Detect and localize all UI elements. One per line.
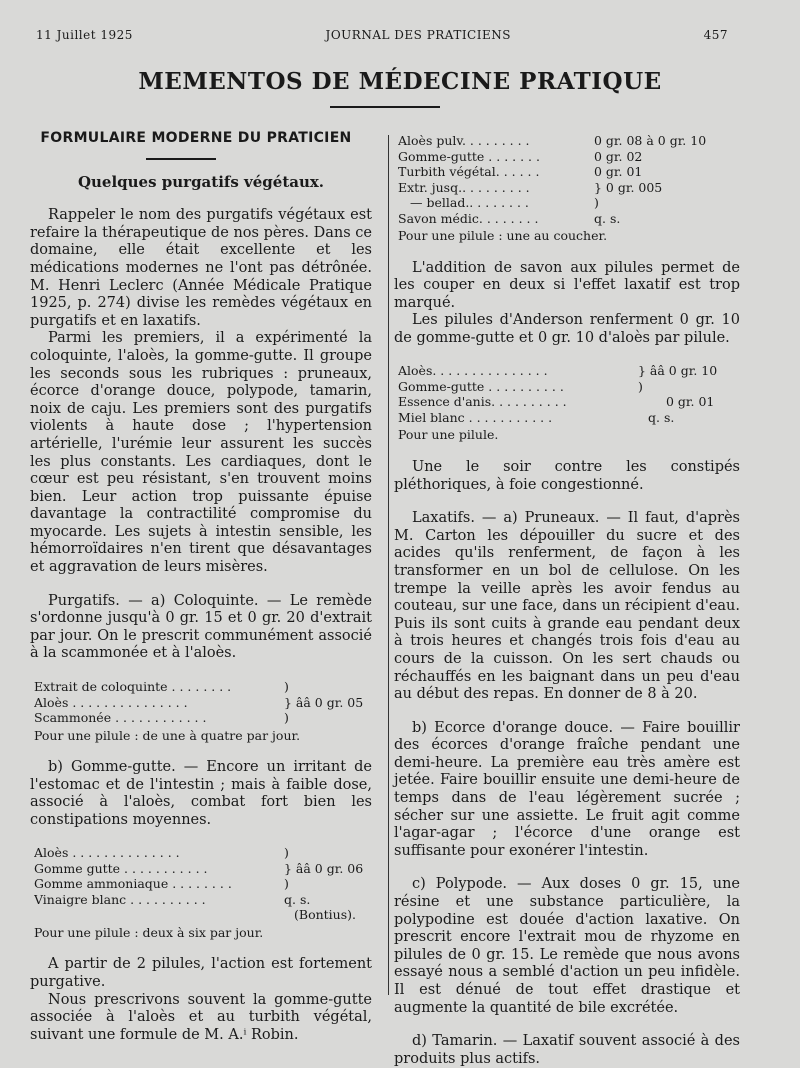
formula-row: Aloès pulv. . . . . . . . . 0 gr. 08 à 0 gr. 10 — [398, 133, 707, 148]
formula-note: Pour une pilule : une au coucher. — [398, 228, 608, 243]
paragraph: Les pilules d'Anderson renferment 0 gr. 10 de gomme-gutte et 0 gr. 10 d'aloès par pilule. — [394, 312, 740, 346]
formula-credit: (Bontius). — [294, 907, 356, 923]
formula-row: — bellad.. . . . . . . . ) — [410, 195, 599, 210]
paragraph: A partir de 2 pilules, l'action est fortement purgative. — [30, 956, 372, 990]
paragraph: d) Tamarin. — Laxatif souvent associé à des produits plus actifs. — [394, 1033, 740, 1067]
paragraph: Laxatifs. — a) Pruneaux. — Il faut, d'après M. Carton les dépouiller du sucre et des acides qu'ils renferment, de façon à les transformer en un bol de cellulose. On les trempe la veille après les avoir fendus au couteau, sur une face, dans un récipient d'eau. Puis ils sont cuits à grande eau pendant deux à trois heures et changés trois fois d'eau au cours de la cuisson. On les sert chauds ou réchauffés en les baignant dans un peu d'eau au début des repas. En donner de 8 à 20. — [394, 510, 740, 703]
journal-name: JOURNAL DES PRATICIENS — [325, 28, 511, 42]
paragraph: b) Gomme-gutte. — Encore un irritant de l'estomac et de l'intestin ; mais à faible dose, associé à l'aloès, combat fort bien les constipations moyennes. — [30, 759, 372, 828]
title-rule — [330, 106, 440, 108]
right-column — [394, 133, 740, 1068]
formula-row: Savon médic. . . . . . . . q. s. — [398, 210, 621, 226]
paragraph: Parmi les premiers, il a expérimenté la coloquinte, l'aloès, la gomme-gutte. Il groupe les seconds sous les rubriques : pruneaux, écorce d'orange douce, polypode, tamarin, noix de caju. Les premiers sont des purgatifs violents à haute dose ; l'hypertension artérielle, l'urémie leur assurent les succès les plus constants. Les cardiaques, dont le cœur est peu résistant, s'en trouvent moins bien. Leur action trop puissante épuise davantage la contractilité compromise du myocarde. Les sujets à intestin sensible, les hémorroïdaires n'en tirent que désavantages et aggravation de leurs misères. — [30, 330, 372, 576]
left-column — [30, 130, 372, 1044]
formula-row: Aloès . . . . . . . . . . . . . . . } ââ 0 gr. 05 — [34, 694, 364, 710]
formula-row: Miel blanc . . . . . . . . . . . q. s. — [398, 409, 675, 425]
formula-note: Pour une pilule : de une à quatre par jour. — [34, 727, 301, 743]
article-subtitle: Quelques purgatifs végétaux. — [77, 172, 325, 191]
formula-row: Vinaigre blanc . . . . . . . . . . q. s. — [34, 891, 311, 907]
formula-row: Gomme gutte . . . . . . . . . . . } ââ 0 gr. 06 — [34, 860, 364, 876]
formula-row: Gomme-gutte . . . . . . . 0 gr. 02 — [398, 148, 643, 164]
formula-gomme-gutte — [34, 845, 372, 940]
formula-row: Gomme-gutte . . . . . . . . . . ) — [398, 378, 643, 394]
paragraph: c) Polypode. — Aux doses 0 gr. 15, une résine et une substance particulière, la polypodine est douée d'action laxative. On prescrit encore l'extrait mou de rhyzome en pilules de 0 gr. 15. Le remède que nous avons essayé nous a semblé d'action un peu infidèle. Il est dénué de tout effet drastique et augmente la quantité de bile excrétée. — [394, 876, 740, 1016]
formula-coloquinte — [34, 679, 372, 743]
formula-row: Gomme ammoniaque . . . . . . . . ) — [34, 876, 289, 892]
formula-robin — [398, 133, 740, 244]
section-rule — [146, 158, 216, 160]
paragraph: Nous prescrivons souvent la gomme-gutte associée à l'aloès et au turbith végétal, suivant une formule de M. A.ⁱ Robin. — [30, 991, 372, 1043]
issue-date: 11 Juillet 1925 — [36, 28, 133, 42]
formula-row: Scammonée . . . . . . . . . . . . ) — [34, 710, 289, 726]
paragraph: Une le soir contre les constipés pléthoriques, à foie congestionné. — [394, 458, 740, 493]
running-head — [36, 28, 728, 42]
formula-note: Pour une pilule. — [398, 427, 499, 443]
section-title: FORMULAIRE MODERNE DU PRATICIEN — [40, 130, 352, 146]
page-number: 457 — [703, 28, 728, 42]
paragraph: b) Ecorce d'orange douce. — Faire bouillir des écorces d'orange fraîche pendant une demi-heure. La première eau très amère est jetée. Faire bouillir ensuite une demi-heure de temps dans de l'eau légèrement sucrée ; sécher sur une assiette. Le fruit agit comme l'agar-agar ; l'écorce d'une orange est suffisante pour exonérer l'intestin. — [394, 719, 740, 859]
formula-row: Extr. jusq.. . . . . . . . . } 0 gr. 005 — [398, 179, 663, 195]
paragraph: Rappeler le nom des purgatifs végétaux est refaire la thérapeutique de nos pères. Dans ce domaine, elle était excellente et les médications modernes ne l'ont pas détrônée. M. Henri Leclerc (Année Médicale Pratique 1925, p. 274) divise les remèdes végétaux en purgatifs et en laxatifs. — [30, 207, 372, 329]
formula-row: Aloès . . . . . . . . . . . . . . ) — [34, 845, 289, 861]
column-divider — [388, 135, 389, 995]
formula-row: Turbith végétal. . . . . . 0 gr. 01 — [398, 164, 643, 179]
formula-note: Pour une pilule : deux à six par jour. — [34, 924, 264, 940]
paragraph: L'addition de savon aux pilules permet de les couper en deux si l'effet laxatif est trop marqué. — [394, 259, 740, 311]
formula-anderson — [398, 363, 740, 443]
formula-row: Aloès. . . . . . . . . . . . . . . } ââ 0 gr. 10 — [398, 363, 718, 379]
formula-row: Essence d'anis. . . . . . . . . . 0 gr. 01 — [398, 394, 715, 410]
page-title: MEMENTOS DE MÉDECINE PRATIQUE — [138, 68, 662, 95]
formula-row: Extrait de coloquinte . . . . . . . . ) — [34, 679, 289, 695]
paragraph: Purgatifs. — a) Coloquinte. — Le remède s'ordonne jusqu'à 0 gr. 15 et 0 gr. 20 d'extrait par jour. On le prescrit communément associé à la scammonée et à l'aloès. — [30, 592, 372, 662]
